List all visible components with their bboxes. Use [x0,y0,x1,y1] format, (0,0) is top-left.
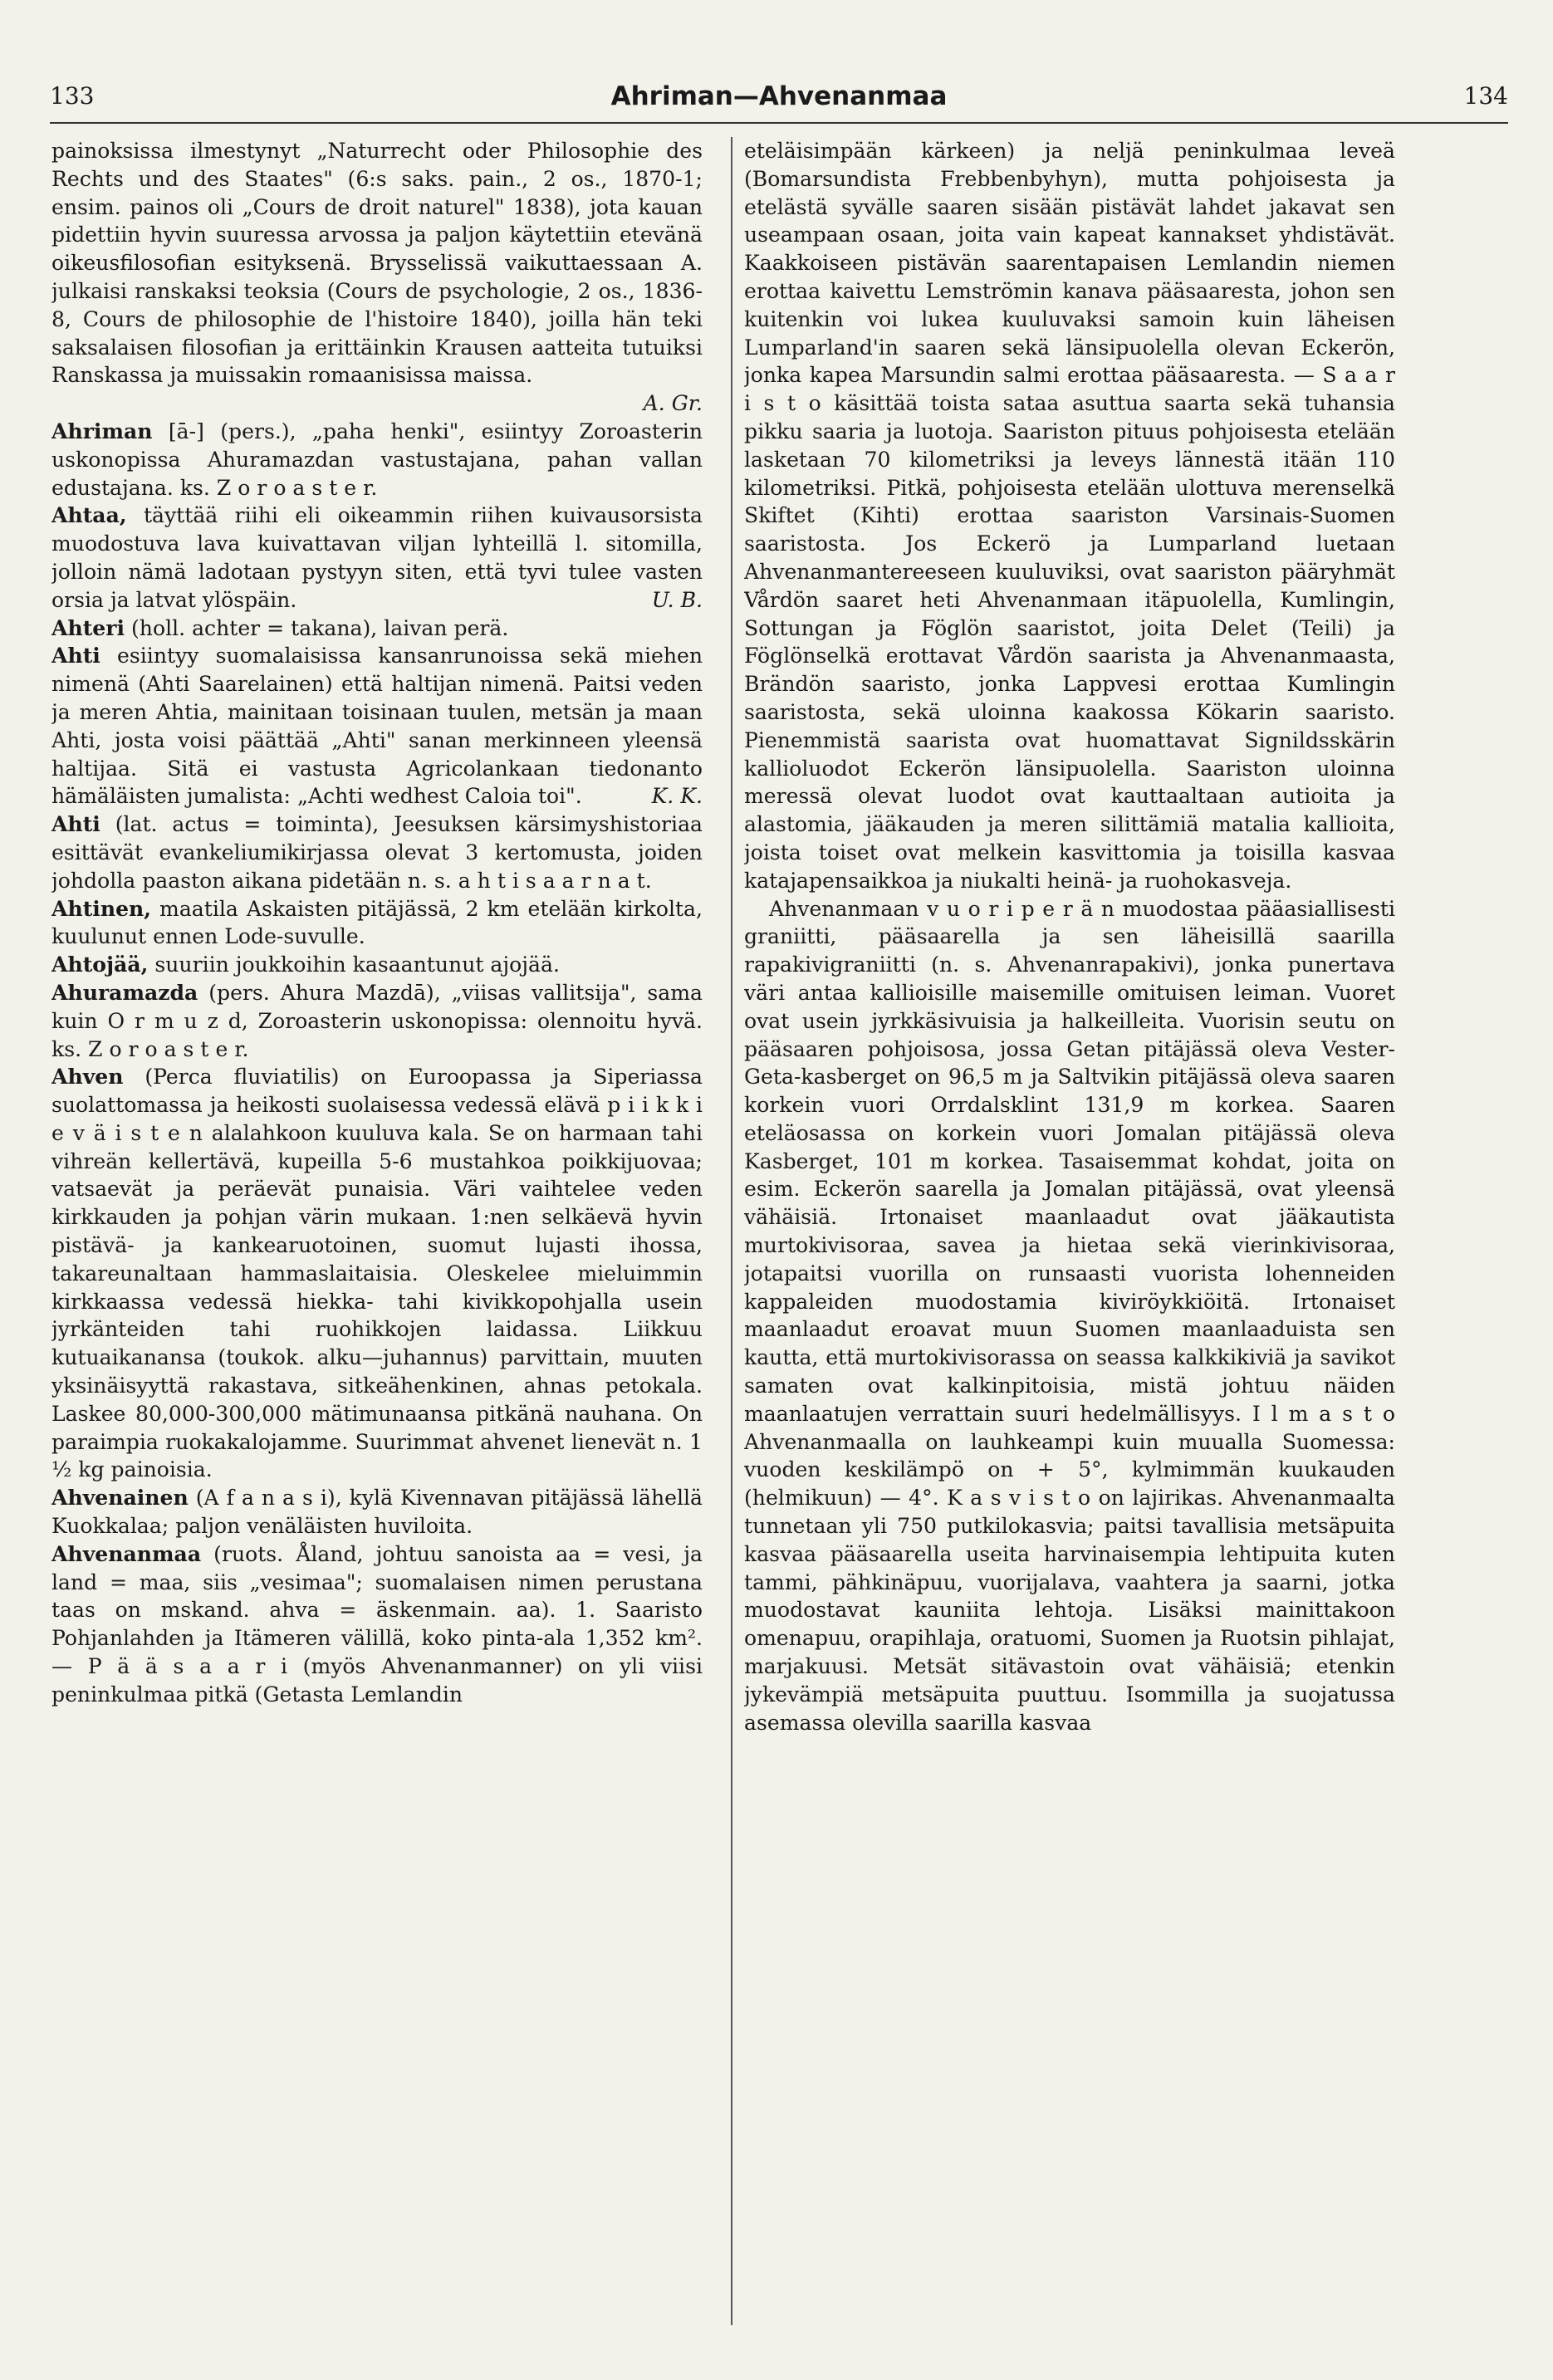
encyclopedia-entry [51,502,703,614]
author-signature: U. B. [651,587,703,612]
right-page-number: 134 [1463,82,1508,110]
entry-headword: Ahti [51,811,100,837]
entry-text: suuriin joukkoihin kasaantunut ajojää. [148,952,560,977]
entry-headword: Ahti [51,643,100,668]
entry-text: (lat. actus = toiminta), Jeesuksen kärsimyshistoriaa esittävät evankeliumikirjassa olevat 3 kertomusta, joiden johdolla paaston aikana pidetään n. s. a h t i s a a r n a t. [51,812,703,893]
encyclopedia-entry [51,642,703,810]
paragraph: Ahvenanmaan v u o r i p e r ä n muodostaa pääasiallisesti graniitti, pääsaarella ja sen läheisillä saarilla rapakivigraniitti (n. s. Ahvenanrapakivi), jonka punertava väri antaa kallioisille maisemille omituisen leiman. Vuoret ovat usein jyrkkäsivuisia ja halkeilleita. Vuorisin seutu on pääsaaren pohjoisosa, jossa Getan pitäjässä oleva Vester-Geta-kasberget on 96,5 m ja Saltvikin pitäjässä oleva saaren korkein vuori Orrdalsklint 131,9 m korkea. Saaren eteläosassa on korkein vuori Jomalan pitäjässä oleva Kasberget, 101 m korkea. Tasaisemmat kohdat, joita on esim. Eckerön saarella ja Jomalan pitäjässä, ovat yleensä vähäisiä. Irtonaiset maanlaadut ovat jääkautista murtokivisoraa, savea ja hietaa sekä vierinkivisoraa, jotapaitsi vuorilla on runsaasti vuorista lohenneiden kappaleiden muodostamia kiviröykkiöitä. Irtonaiset maanlaadut eroavat muun Suomen maanlaaduista sen kautta, että murtokivisorassa on seassa kalkkikiviä ja savikot samaten ovat kalkinpitoisia, mistä johtuu näiden maanlaatujen verrattain suuri hedelmällisyys. I l m a s t o Ahvenanmaalla on lauhkeampi kuin muualla Suomessa: vuoden keskilämpö on + 5°, kylmimmän kuukauden (helmikuun) — 4°. K a s v i s t o on lajirikas. Ahvenanmaalta tunnetaan yli 750 putkilokasvia; paitsi tavallisia metsäpuita kasvaa pääsaarella useita harvinaisempia lehtipuita kuten tammi, pähkinäpuu, vuorijalava, vaahtera ja saarni, jotka muodostavat kauniita lehtoja. Lisäksi mainittakoon omenapuu, orapihlaja, oratuomi, Suomen ja Ruotsin pihlajat, marjakuusi. Metsät sitävastoin ovat vähäisiä; etenkin jykevämpiä metsäpuita puuttuu. Isommilla ja suojatussa asemassa olevilla saarilla kasvaa [744,896,1395,1735]
entry-text: maatila Askaisten pitäjässä, 2 km etelään kirkolta, kuulunut ennen Lode-suvulle. [51,896,703,949]
entry-headword: Ahtinen, [51,895,152,921]
encyclopedia-entry [51,810,703,894]
left-page-number: 133 [50,82,95,110]
entry-headword: Ahvenainen [51,1485,189,1511]
encyclopedia-entry [51,615,703,643]
entry-text: (pers. Ahura Mazdā), „viisas vallitsija", sama kuin O r m u z d, Zoroasterin uskonopissa: olennoitu hyvä. ks. Z o r o a s t e r. [51,980,703,1061]
encyclopedia-entry [51,1484,703,1540]
entry-headword: Ahven [51,1064,124,1090]
entry-headword: Ahriman [51,418,153,443]
right-column [744,137,1395,2338]
entry-text: esiintyy suomalaisissa kansanrunoissa sekä miehen nimenä (Ahti Saarelainen) että haltijan nimenä. Paitsi veden ja meren Ahtia, mainitaan toisinaan tuulen, metsän ja maan Ahti, josta voisi päättää „Ahti" sanan merkinneen yleensä haltijaa. Sitä ei vastusta Agricolankaan tiedonanto hämäläisten jumalista: „Achti wedhest Caloia toi". [51,644,703,809]
left-column [51,137,703,2338]
entry-text: (Perca fluviatilis) on Euroopassa ja Siperiassa suolattomassa ja heikosti suolaisessa vedessä elävä p i i k k i e v ä i s t e n alalahkoon kuuluva kala. Se on harmaan tahi vihreän kellertävä, kupeilla 5-6 mustahkoa poikkijuovaa; vatsaevät ja peräevät punaisia. Väri vaihtelee veden kirkkauden ja pohjan värin mukaan. 1:nen selkäevä hyvin pistävä- ja kankearuotoinen, suomut lujasti ihossa, takareunaltaan hammaslaitaisia. Oleskelee mieluimmin kirkkaassa vedessä hiekka- tahi kivikkopohjalla usein jyrkänteiden tahi ruohikkojen laidassa. Liikkuu kutuaikanansa (toukok. alku—juhannus) parvittain, muuten yksinäisyyttä rakastava, sitkeähenkinen, ahnas petokala. Laskee 80,000-300,000 mätimunaansa pitkänä nauhana. On paraimpia ruokakalojamme. Suurimmat ahvenet lienevät n. 1 ½ kg painoisia. [51,1065,703,1482]
encyclopedia-entry [51,1540,703,1709]
running-head: Ahriman—Ahvenanmaa [610,81,948,111]
encyclopedia-entry [51,1063,703,1484]
encyclopedia-entry [51,895,703,952]
entry-text: (holl. achter = takana), laivan perä. [125,615,509,640]
encyclopedia-entry [51,951,703,979]
entry-headword: Ahvenanmaa [51,1540,202,1566]
entry-headword: Ahtaa, [51,502,127,528]
entry-headword: Ahtojää, [51,952,149,977]
entry-text: (ruots. Åland, johtuu sanoista aa = vesi, ja land = maa, siis „vesimaa"; suomalaisen nimen perustana taas on mskand. ahva = äskenmain. aa). 1. Saaristo Pohjanlahden ja Itämeren välillä, koko pinta-ala 1,352 km². — P ä ä s a a r i (myös Ahvenanmanner) on yli viisi peninkulmaa pitkä (Getasta Lemlandin [51,1541,703,1707]
encyclopedia-entry [51,979,703,1063]
column-divider [731,137,732,2325]
author-signature: A. Gr. [643,391,703,416]
header-rule [50,122,1508,124]
author-signature: K. K. [651,784,703,809]
entry-headword: Ahteri [51,615,125,640]
paragraph: painoksissa ilmestynyt „Naturrecht oder Philosophie des Rechts und des Staates" (6:s saks. pain., 2 os., 1870-1; ensim. painos oli „Cours de droit naturel" 1838), jota kauan pidettiin hyvin suuressa arvossa ja paljon käytettiin etevänä oikeusfilosofian esityksenä. Brysselissä vaikuttaessaan A. julkaisi ranskaksi teoksia (Cours de psychologie, 2 os., 1836-8, Cours de philosophie de l'histoire 1840), joilla hän teki saksalaisen filosofian ja erittäinkin Krausen aatteita tutuiksi Ranskassa ja muissakin romaanisissa maissa. [51,139,703,388]
entry-text: [ā-] (pers.), „paha henki", esiintyy Zoroasterin uskonopissa Ahuramazdan vastustajana, pahan vallan edustajana. ks. Z o r o a s t e r. [51,419,703,500]
paragraph: eteläisimpään kärkeen) ja neljä peninkulmaa leveä (Bomarsundista Frebbenbyhyn), mutta pohjoisesta ja etelästä syvälle saaren sisään pistävät lahdet jakavat sen useampaan osaan, joita vain kapeat kannakset yhdistävät. Kaakkoiseen pistävän saarentapaisen Lemlandin niemen erottaa kaivettu Lemströmin kanava pääsaaresta, johon sen kuitenkin voi lukea kuuluvaksi samoin kuin läheisen Lumparland'in saaren sekä länsipuolella olevan Eckerön, jonka kapea Marsundin salmi erottaa pääsaaresta. — S a a r i s t o käsittää toista sataa asuttua saarta sekä tuhansia pikku saaria ja luotoja. Saariston pituus pohjoisesta etelään lasketaan 70 kilometriksi ja leveys lännestä itään 110 kilometriksi. Pitkä, pohjoisesta etelään ulottuva merenselkä Skiftet (Kihti) erottaa saariston Varsinais-Suomen saaristosta. Jos Eckerö ja Lumparland luetaan Ahvenanmantereeseen kuuluviksi, ovat saariston pääryhmät Vårdön saaret heti Ahvenanmaan itäpuolella, Kumlingin, Sottungan ja Föglön saaristot, joita Delet (Teili) ja Föglönselkä erottavat Vårdön saarista ja Ahvenanmaasta, Brändön saaristo, jonka Lappvesi erottaa Kumlingin saaristosta, sekä uloinna kaakossa Kökarin saaristo. Pienemmistä saarista ovat huomattavat Signildsskärin kallioluodot Eckerön länsipuolella. Saariston uloinna meressä olevat luodot ovat kauttaaltaan autioita ja alastomia, jääkauden ja meren silittämiä matalia kallioita, joista toiset ovat melkein kasvittomia ja toisilla kasvaa katajapensaikkoa ja niukalti heinä- ja ruohokasveja. [744,139,1395,893]
page-header [50,80,1508,121]
entry-text: (A f a n a s i), kylä Kivennavan pitäjässä lähellä Kuokkalaa; paljon venäläisten huviloita. [51,1486,703,1539]
entry-text: täyttää riihi eli oikeammin riihen kuivausorsista muodostuva lava kuivattavan viljan lyhteillä l. sitomilla, jolloin nämä ladotaan pystyyn siten, että tyvi tulee vasten orsia ja latvat ylöspäin. [51,503,703,612]
encyclopedia-entry [51,418,703,502]
entry-headword: Ahuramazda [51,979,198,1005]
